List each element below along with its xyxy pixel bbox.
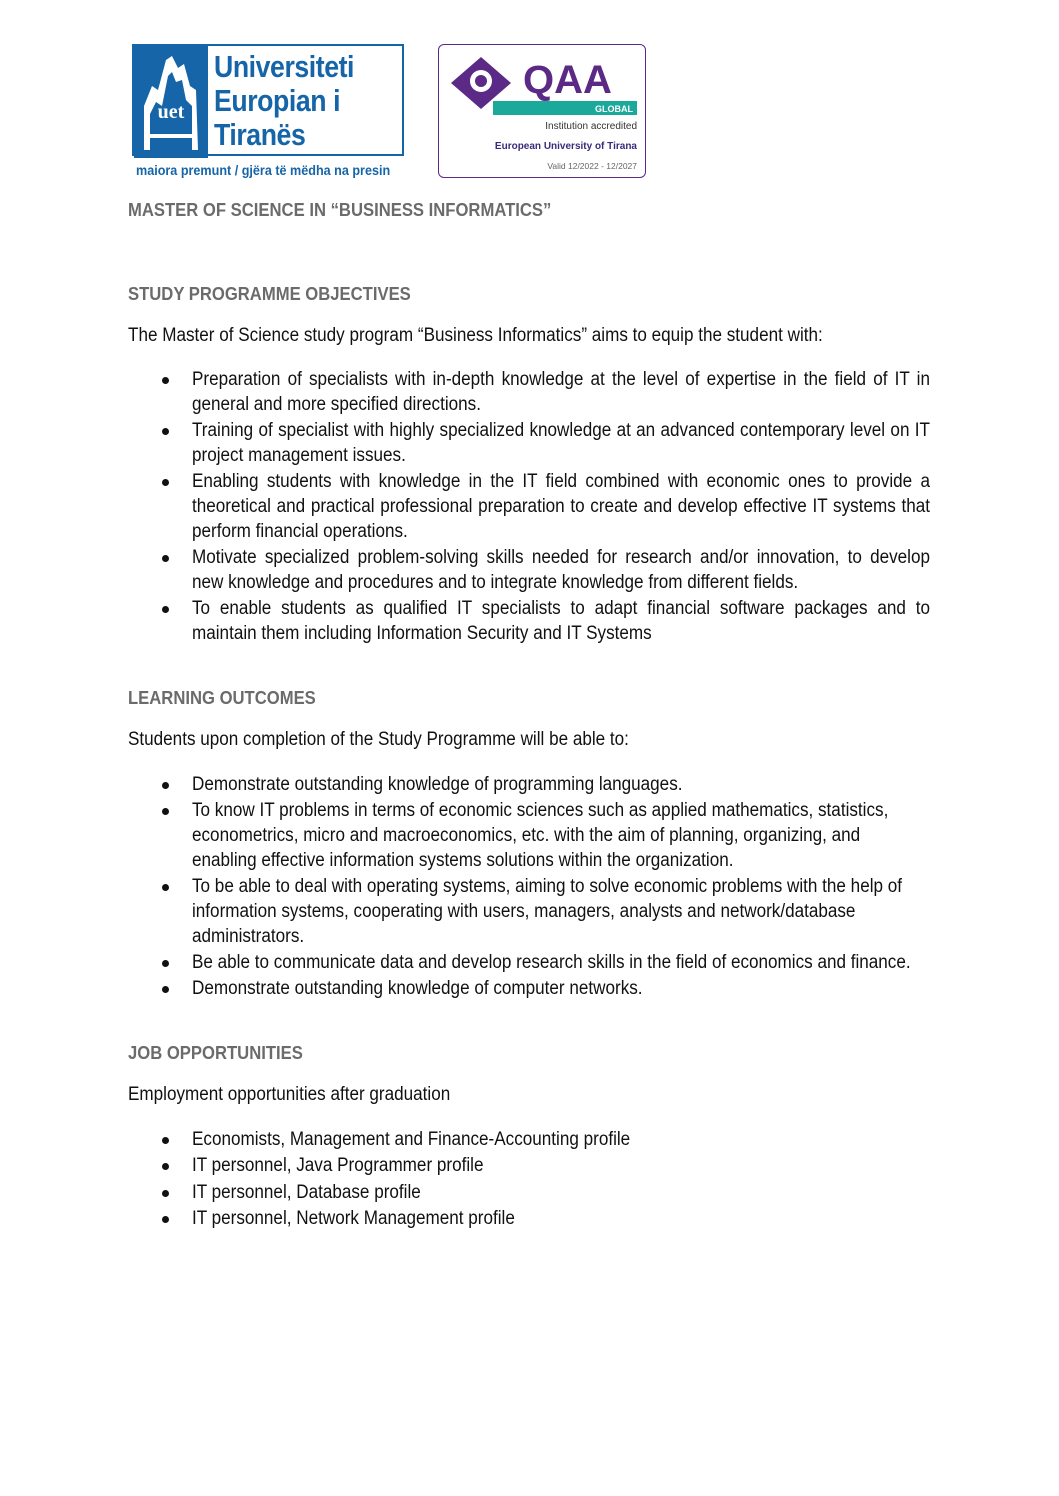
bullet-icon <box>162 479 169 486</box>
bullet-icon <box>162 606 169 613</box>
university-name-line-2: Europian i <box>214 83 341 118</box>
bullet-icon <box>162 960 169 967</box>
list-item-text: IT personnel, Java Programmer profile <box>192 1155 484 1177</box>
list-item-text: To know IT problems in terms of economic sciences such as applied mathematics, statistics, econometrics, micro and macroeconomics, etc. with the aim of planning, organizing, and enabling effective information systems solutions within the organization. <box>192 800 889 871</box>
list-item <box>128 1154 930 1179</box>
list-item-text: Economists, Management and Finance-Accounting profile <box>192 1129 631 1150</box>
list-item <box>128 951 930 976</box>
list-item <box>128 1181 930 1206</box>
bullet-icon <box>162 782 169 789</box>
section-heading-job-opportunities: JOB OPPORTUNITIES <box>128 1042 303 1063</box>
section-heading-learning-outcomes: LEARNING OUTCOMES <box>128 687 316 708</box>
list-item <box>128 470 930 544</box>
bullet-icon <box>162 986 169 993</box>
list-item <box>128 368 930 418</box>
list-item <box>128 546 930 596</box>
list-item <box>128 799 930 873</box>
list-item-text: Demonstrate outstanding knowledge of programming languages. <box>192 774 683 795</box>
bullet-icon <box>162 1216 169 1223</box>
qaa-logo-text: QAA <box>523 58 612 102</box>
list-item-text: IT personnel, Database profile <box>192 1181 421 1203</box>
list-item <box>128 597 930 647</box>
bullet-icon <box>162 1190 169 1197</box>
list-item-text: Training of specialist with highly specialized knowledge at an advanced contemporary level on IT project management issues. <box>192 420 930 466</box>
university-logo-frame <box>132 44 404 156</box>
qaa-validity: Valid 12/2022 - 12/2027 <box>547 161 637 171</box>
job-opportunities-list <box>128 1128 930 1233</box>
list-item <box>128 875 930 949</box>
list-item-text: Motivate specialized problem-solving skills needed for research and/or innovation, to develop new knowledge and procedures and to integrate knowledge from different fields. <box>192 547 930 593</box>
list-item-text: Be able to communicate data and develop research skills in the field of economics and finance. <box>192 952 911 974</box>
list-item-text: Enabling students with knowledge in the IT field combined with economic ones to provide a theoretical and practical professional preparation to create and develop effective IT systems that perform financial operations. <box>192 471 930 542</box>
bullet-icon <box>162 428 169 435</box>
qaa-logo-icon <box>449 55 637 115</box>
list-item-text: IT personnel, Network Management profile <box>192 1207 515 1229</box>
university-logo <box>132 44 404 182</box>
list-item-text: To be able to deal with operating systems, aiming to solve economic problems with the help of information systems, cooperating with users, managers, analysts and network/database administrators. <box>192 876 903 947</box>
bullet-icon <box>162 377 169 384</box>
bullet-icon <box>162 1163 169 1170</box>
list-item-text: Demonstrate outstanding knowledge of computer networks. <box>192 978 643 1000</box>
learning-outcomes-list <box>128 773 930 1004</box>
section-intro-learning-outcomes: Students upon completion of the Study Programme will be able to: <box>128 729 629 750</box>
bullet-icon <box>162 884 169 891</box>
bullet-icon <box>162 555 169 562</box>
qaa-accreditation-badge <box>438 44 646 178</box>
list-item <box>128 773 930 798</box>
list-item-text: Preparation of specialists with in-depth knowledge at the level of expertise in the field of IT in general and more specified directions. <box>192 369 930 415</box>
section-heading-objectives: STUDY PROGRAMME OBJECTIVES <box>128 283 411 304</box>
bullet-icon <box>162 1137 169 1144</box>
emblem-text: uet <box>157 101 185 123</box>
university-motto: maiora premunt / gjëra të mëdha na presin <box>136 162 391 178</box>
section-intro-objectives: The Master of Science study program “Business Informatics” aims to equip the student with: <box>128 325 823 346</box>
document-title: MASTER OF SCIENCE IN “BUSINESS INFORMATICS” <box>128 199 552 220</box>
list-item <box>128 1207 930 1232</box>
qaa-institution-name: European University of Tirana <box>494 141 637 152</box>
list-item-text: To enable students as qualified IT specialists to adapt financial software packages and to maintain them including Information Security and IT Systems <box>192 598 930 644</box>
list-item <box>128 1128 930 1153</box>
objectives-list <box>128 368 930 648</box>
list-item <box>128 419 930 469</box>
qaa-global-text: GLOBAL <box>595 104 633 114</box>
qaa-accredited-text: Institution accredited <box>545 121 637 132</box>
page-header <box>128 42 658 182</box>
university-name-line-1: Universiteti <box>214 49 355 84</box>
bullet-icon <box>162 808 169 815</box>
university-name-line-3: Tiranës <box>214 117 306 152</box>
university-emblem-icon <box>134 46 208 158</box>
section-intro-job-opportunities: Employment opportunities after graduation <box>128 1084 451 1105</box>
university-name <box>214 50 406 152</box>
list-item <box>128 977 930 1002</box>
